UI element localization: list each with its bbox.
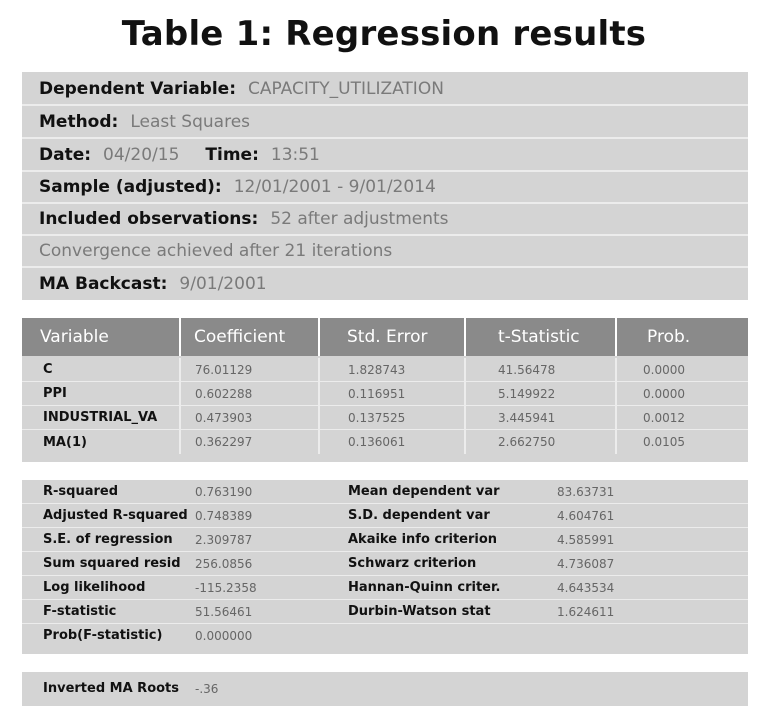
prob-cell: 0.0000 [643, 386, 685, 401]
stat-label: Akaike info criterion [348, 532, 498, 547]
stat-value: 4.585991 [557, 533, 615, 547]
stat-value: 83.63731 [557, 485, 615, 499]
regression-info-block [22, 72, 748, 300]
stat-value: 0.763190 [195, 485, 253, 499]
inverted-ma-roots-value: -.36 [195, 682, 219, 696]
dependent-variable-row [22, 74, 748, 106]
stat-value: 4.604761 [557, 509, 615, 523]
coefficient-cell: 0.362297 [181, 430, 320, 454]
stat-label: Prob(F-statistic) [43, 628, 163, 643]
prob-cell: 0.0012 [643, 410, 685, 425]
coefficient-cell: 0.473903 [181, 406, 320, 429]
t-statistic-cell: 2.662750 [466, 430, 617, 454]
stat-label: F-statistic [43, 604, 117, 619]
convergence-text: Convergence achieved after 21 iterations [39, 241, 393, 261]
page-title: Table 1: Regression results [121, 14, 647, 54]
time-value: 13:51 [270, 145, 320, 165]
stat-value: 51.56461 [195, 605, 253, 619]
stat-label: S.E. of regression [43, 532, 173, 547]
observations-label: Included observations: [39, 209, 259, 229]
observations-row [22, 204, 748, 236]
stat-value: 4.643534 [557, 581, 615, 595]
stat-value: 2.309787 [195, 533, 253, 547]
sample-value: 12/01/2001 - 9/01/2014 [233, 177, 436, 197]
stat-label: Log likelihood [43, 580, 146, 595]
dependent-variable-label: Dependent Variable: [39, 79, 236, 99]
date-value: 04/20/15 [103, 145, 180, 165]
std-error-cell: 0.116951 [320, 382, 466, 405]
fit-statistics-block [22, 480, 748, 654]
header-coefficient: Coefficient [181, 318, 320, 356]
variable-cell: PPI [22, 382, 181, 405]
observations-value: 52 after adjustments [270, 209, 449, 229]
stat-row [22, 552, 748, 576]
variable-cell: INDUSTRIAL_VA [22, 406, 181, 429]
std-error-cell: 0.137525 [320, 406, 466, 429]
variable-cell: MA(1) [22, 430, 181, 454]
coefficient-cell: 0.602288 [181, 382, 320, 405]
stat-value: 256.0856 [195, 557, 253, 571]
stat-value: 0.000000 [195, 629, 253, 643]
stat-label: Schwarz criterion [348, 556, 477, 571]
t-statistic-cell: 41.56478 [466, 358, 617, 381]
stat-row [22, 576, 748, 600]
sample-row [22, 172, 748, 204]
table-row [22, 382, 748, 406]
table-row [22, 358, 748, 382]
stat-row [22, 504, 748, 528]
variable-cell: C [22, 358, 181, 381]
stat-value: 4.736087 [557, 557, 615, 571]
stat-label: Adjusted R-squared [43, 508, 188, 523]
stat-row [22, 624, 748, 648]
stat-value: -115.2358 [195, 581, 257, 595]
stat-row [22, 600, 748, 624]
backcast-value: 9/01/2001 [179, 274, 267, 294]
stat-label: S.D. dependent var [348, 508, 490, 523]
method-row [22, 107, 748, 139]
inverted-ma-roots-row [22, 672, 748, 706]
t-statistic-cell: 3.445941 [466, 406, 617, 429]
sample-label: Sample (adjusted): [39, 177, 222, 197]
stat-row [22, 528, 748, 552]
stat-label: Mean dependent var [348, 484, 500, 499]
prob-cell: 0.0105 [643, 435, 685, 449]
dependent-variable-value: CAPACITY_UTILIZATION [248, 79, 444, 99]
backcast-label: MA Backcast: [39, 274, 168, 294]
table-row [22, 406, 748, 430]
header-std-error: Std. Error [320, 318, 466, 356]
method-label: Method: [39, 112, 119, 132]
inverted-ma-roots-label: Inverted MA Roots [43, 681, 180, 696]
time-label: Time: [205, 145, 259, 165]
coefficient-table-header [22, 318, 748, 356]
header-prob: Prob. [647, 327, 691, 347]
t-statistic-cell: 5.149922 [466, 382, 617, 405]
coefficient-cell: 76.01129 [181, 358, 320, 381]
date-label: Date: [39, 145, 92, 165]
method-value: Least Squares [130, 112, 251, 132]
stat-value: 0.748389 [195, 509, 253, 523]
stat-label: R-squared [43, 484, 119, 499]
stat-value: 1.624611 [557, 605, 615, 619]
stat-label: Hannan-Quinn criter. [348, 580, 501, 595]
convergence-row [22, 236, 748, 268]
backcast-row [22, 268, 748, 300]
stat-row [22, 480, 748, 504]
header-t-statistic: t-Statistic [466, 318, 617, 356]
stat-label: Durbin-Watson stat [348, 604, 491, 619]
coefficient-table [22, 318, 748, 462]
std-error-cell: 1.828743 [320, 358, 466, 381]
date-row [22, 140, 748, 172]
header-variable: Variable [22, 318, 181, 356]
std-error-cell: 0.136061 [320, 430, 466, 454]
stat-label: Sum squared resid [43, 556, 181, 571]
prob-cell: 0.0000 [643, 362, 685, 377]
table-row [22, 430, 748, 454]
